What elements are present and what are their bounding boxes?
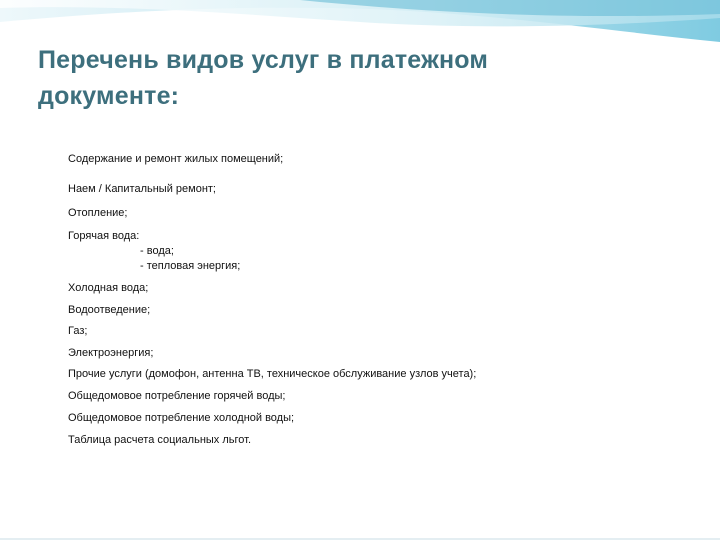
list-subitem: - вода; [140, 245, 174, 257]
list-item: Холодная вода; [68, 282, 149, 294]
slide-title-line-1: Перечень видов услуг в платежном [38, 46, 489, 74]
list-item: Общедомовое потребление горячей воды; [68, 390, 286, 402]
list-subitem: - тепловая энергия; [140, 260, 241, 272]
list-item: Содержание и ремонт жилых помещений; [68, 153, 284, 165]
list-item: Прочие услуги (домофон, антенна ТВ, техническое обслуживание узлов учета); [68, 368, 477, 380]
list-item: Наем / Капитальный ремонт; [68, 183, 216, 195]
slide-title-line-2: документе: [38, 82, 180, 110]
list-item: Электроэнергия; [68, 347, 154, 359]
list-item: Отопление; [68, 207, 128, 219]
list-item: Таблица расчета социальных льгот. [68, 434, 252, 446]
list-item: Водоотведение; [68, 304, 151, 316]
services-list [68, 152, 688, 447]
list-item: Горячая вода: [68, 230, 140, 242]
list-item: Общедомовое потребление холодной воды; [68, 412, 295, 424]
slide-title [38, 42, 678, 114]
list-item: Газ; [68, 325, 88, 337]
